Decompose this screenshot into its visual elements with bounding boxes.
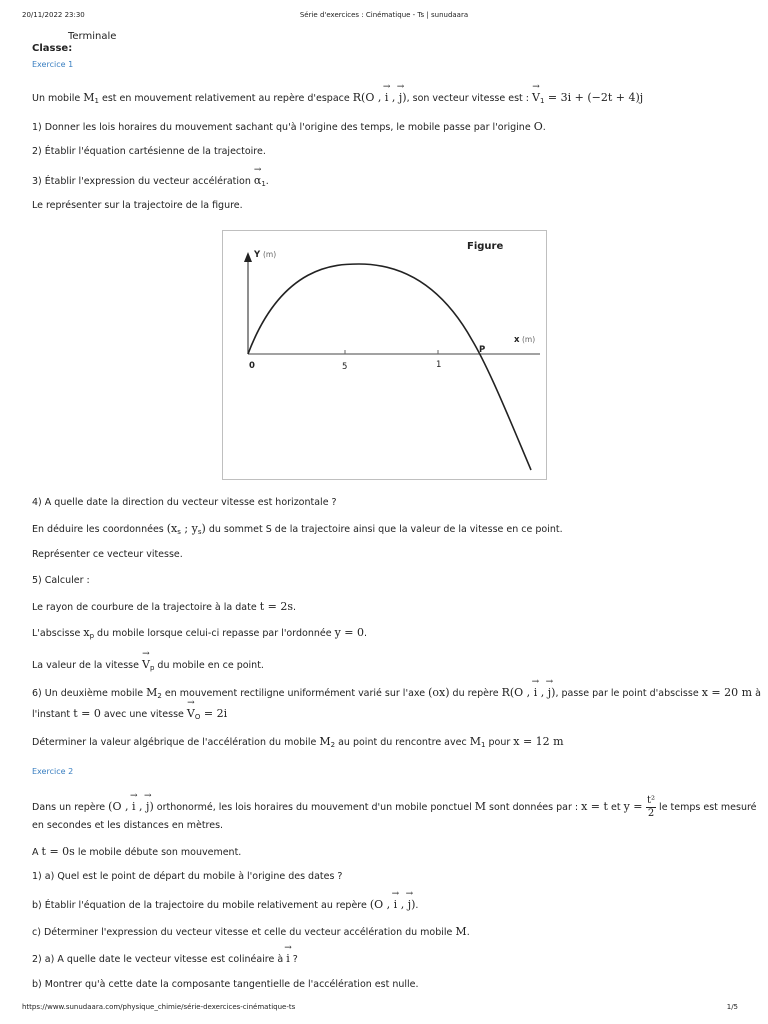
ex2-start: A t = 0s le mobile débute son mouvement. [32, 845, 242, 858]
ex1-intro: Un mobile $M_1$ est en mouvement relativement au repère d'espace R(O , → i , → j), son vecteur vitesse est : → $V_1 = 3i + (-2t + 4)j$ [32, 91, 643, 105]
exercice-1-heading[interactable]: Exercice 1 [32, 60, 74, 69]
ex1-q6: 6) Un deuxième mobile $M_2$ en mouvement rectiligne uniformément varié sur l'axe (ox) du repère R(O , → i , → j), passe par le point d'abscisse x = 20 m à [32, 686, 761, 700]
ex1-q5b: L'abscisse $x_p$ du mobile lorsque celui-ci repasse par l'ordonnée y = 0. [32, 626, 368, 640]
x-axis-unit: (m) [522, 335, 536, 344]
ex1-q5: 5) Calculer : [32, 575, 90, 586]
figure-frame [223, 231, 547, 480]
ex1-q1: 1) Donner les lois horaires du mouvement sachant qu'à l'origine des temps, le mobile passe par l'origine O. [32, 120, 546, 133]
ex1-q4: 4) A quelle date la direction du vecteur vitesse est horizontale ? [32, 497, 337, 508]
tick-label-1: 1 [436, 360, 442, 370]
exercice-2-heading[interactable]: Exercice 2 [32, 767, 74, 776]
ex2-intro: Dans un repère (O , → i , → j) orthonormé, les lois horaires du mouvement d'un mobile ponctuel M sont données par : x = t et y = $\frac{\text{t²}}{2}$ le temps est mesuré [32, 795, 757, 820]
ex1-q2: 2) Établir l'équation cartésienne de la trajectoire. [32, 146, 266, 157]
ex2-q1b: b) Établir l'équation de la trajectoire du mobile relativement au repère (O , → i , → j). [32, 898, 418, 911]
classe-label: Classe: [32, 43, 73, 54]
ex2-intro-line2: en secondes et les distances en mètres. [32, 820, 224, 831]
y-axis-label: Y [254, 250, 261, 260]
point-p-label: P [479, 345, 486, 355]
y-axis-unit: (m) [263, 250, 277, 259]
page-number: 1/5 [726, 1003, 738, 1011]
level-label: Terminale [68, 31, 117, 42]
ex2-q1a: 1) a) Quel est le point de départ du mobile à l'origine des dates ? [32, 871, 343, 882]
origin-label: 0 [249, 361, 255, 371]
tick-label-5: 5 [342, 362, 348, 372]
trajectory-figure [222, 230, 547, 480]
ex2-q2a: 2) a) A quelle date le vecteur vitesse est colinéaire à → i ? [32, 952, 298, 965]
fraction-t2-over-2: $\frac{\text{t²}}{2}$ [647, 795, 656, 819]
ex2-q2b: b) Montrer qu'à cette date la composante tangentielle de l'accélération est nulle. [32, 979, 419, 990]
ex1-q4b: En déduire les coordonnées ($x_s$ ; $y_s$) du sommet S de la trajectoire ainsi que la valeur de la vitesse en ce point. [32, 522, 563, 536]
ex1-q5a: Le rayon de courbure de la trajectoire à la date t = 2s. [32, 600, 297, 613]
figure-title: Figure [467, 241, 504, 252]
ex1-q4c: Représenter ce vecteur vitesse. [32, 549, 183, 560]
ex1-q6c: Déterminer la valeur algébrique de l'accélération du mobile $M_2$ au point du rencontre avec $M_1$ pour x = 12 m [32, 735, 564, 749]
ex2-q1c: c) Déterminer l'expression du vecteur vitesse et celle du vecteur accélération du mobile M. [32, 925, 470, 938]
ex1-q3b: Le représenter sur la trajectoire de la figure. [32, 200, 243, 211]
print-page-title: Série d'exercices : Cinématique - Ts | sunudaara [299, 11, 469, 19]
ex1-q5c: La valeur de la vitesse → $V_p$ du mobile en ce point. [32, 658, 264, 672]
x-axis-label: x [514, 335, 520, 345]
print-url[interactable]: https://www.sunudaara.com/physique_chimie/série-dexercices-cinématique-ts [22, 1003, 296, 1011]
ex1-q6-line2: l'instant t = 0 avec une vitesse → $V_O = 2i$ [32, 707, 227, 721]
print-datetime: 20/11/2022 23:30 [22, 11, 85, 19]
ex1-q3: 3) Établir l'expression du vecteur accélération → $\alpha_1$. [32, 174, 269, 188]
